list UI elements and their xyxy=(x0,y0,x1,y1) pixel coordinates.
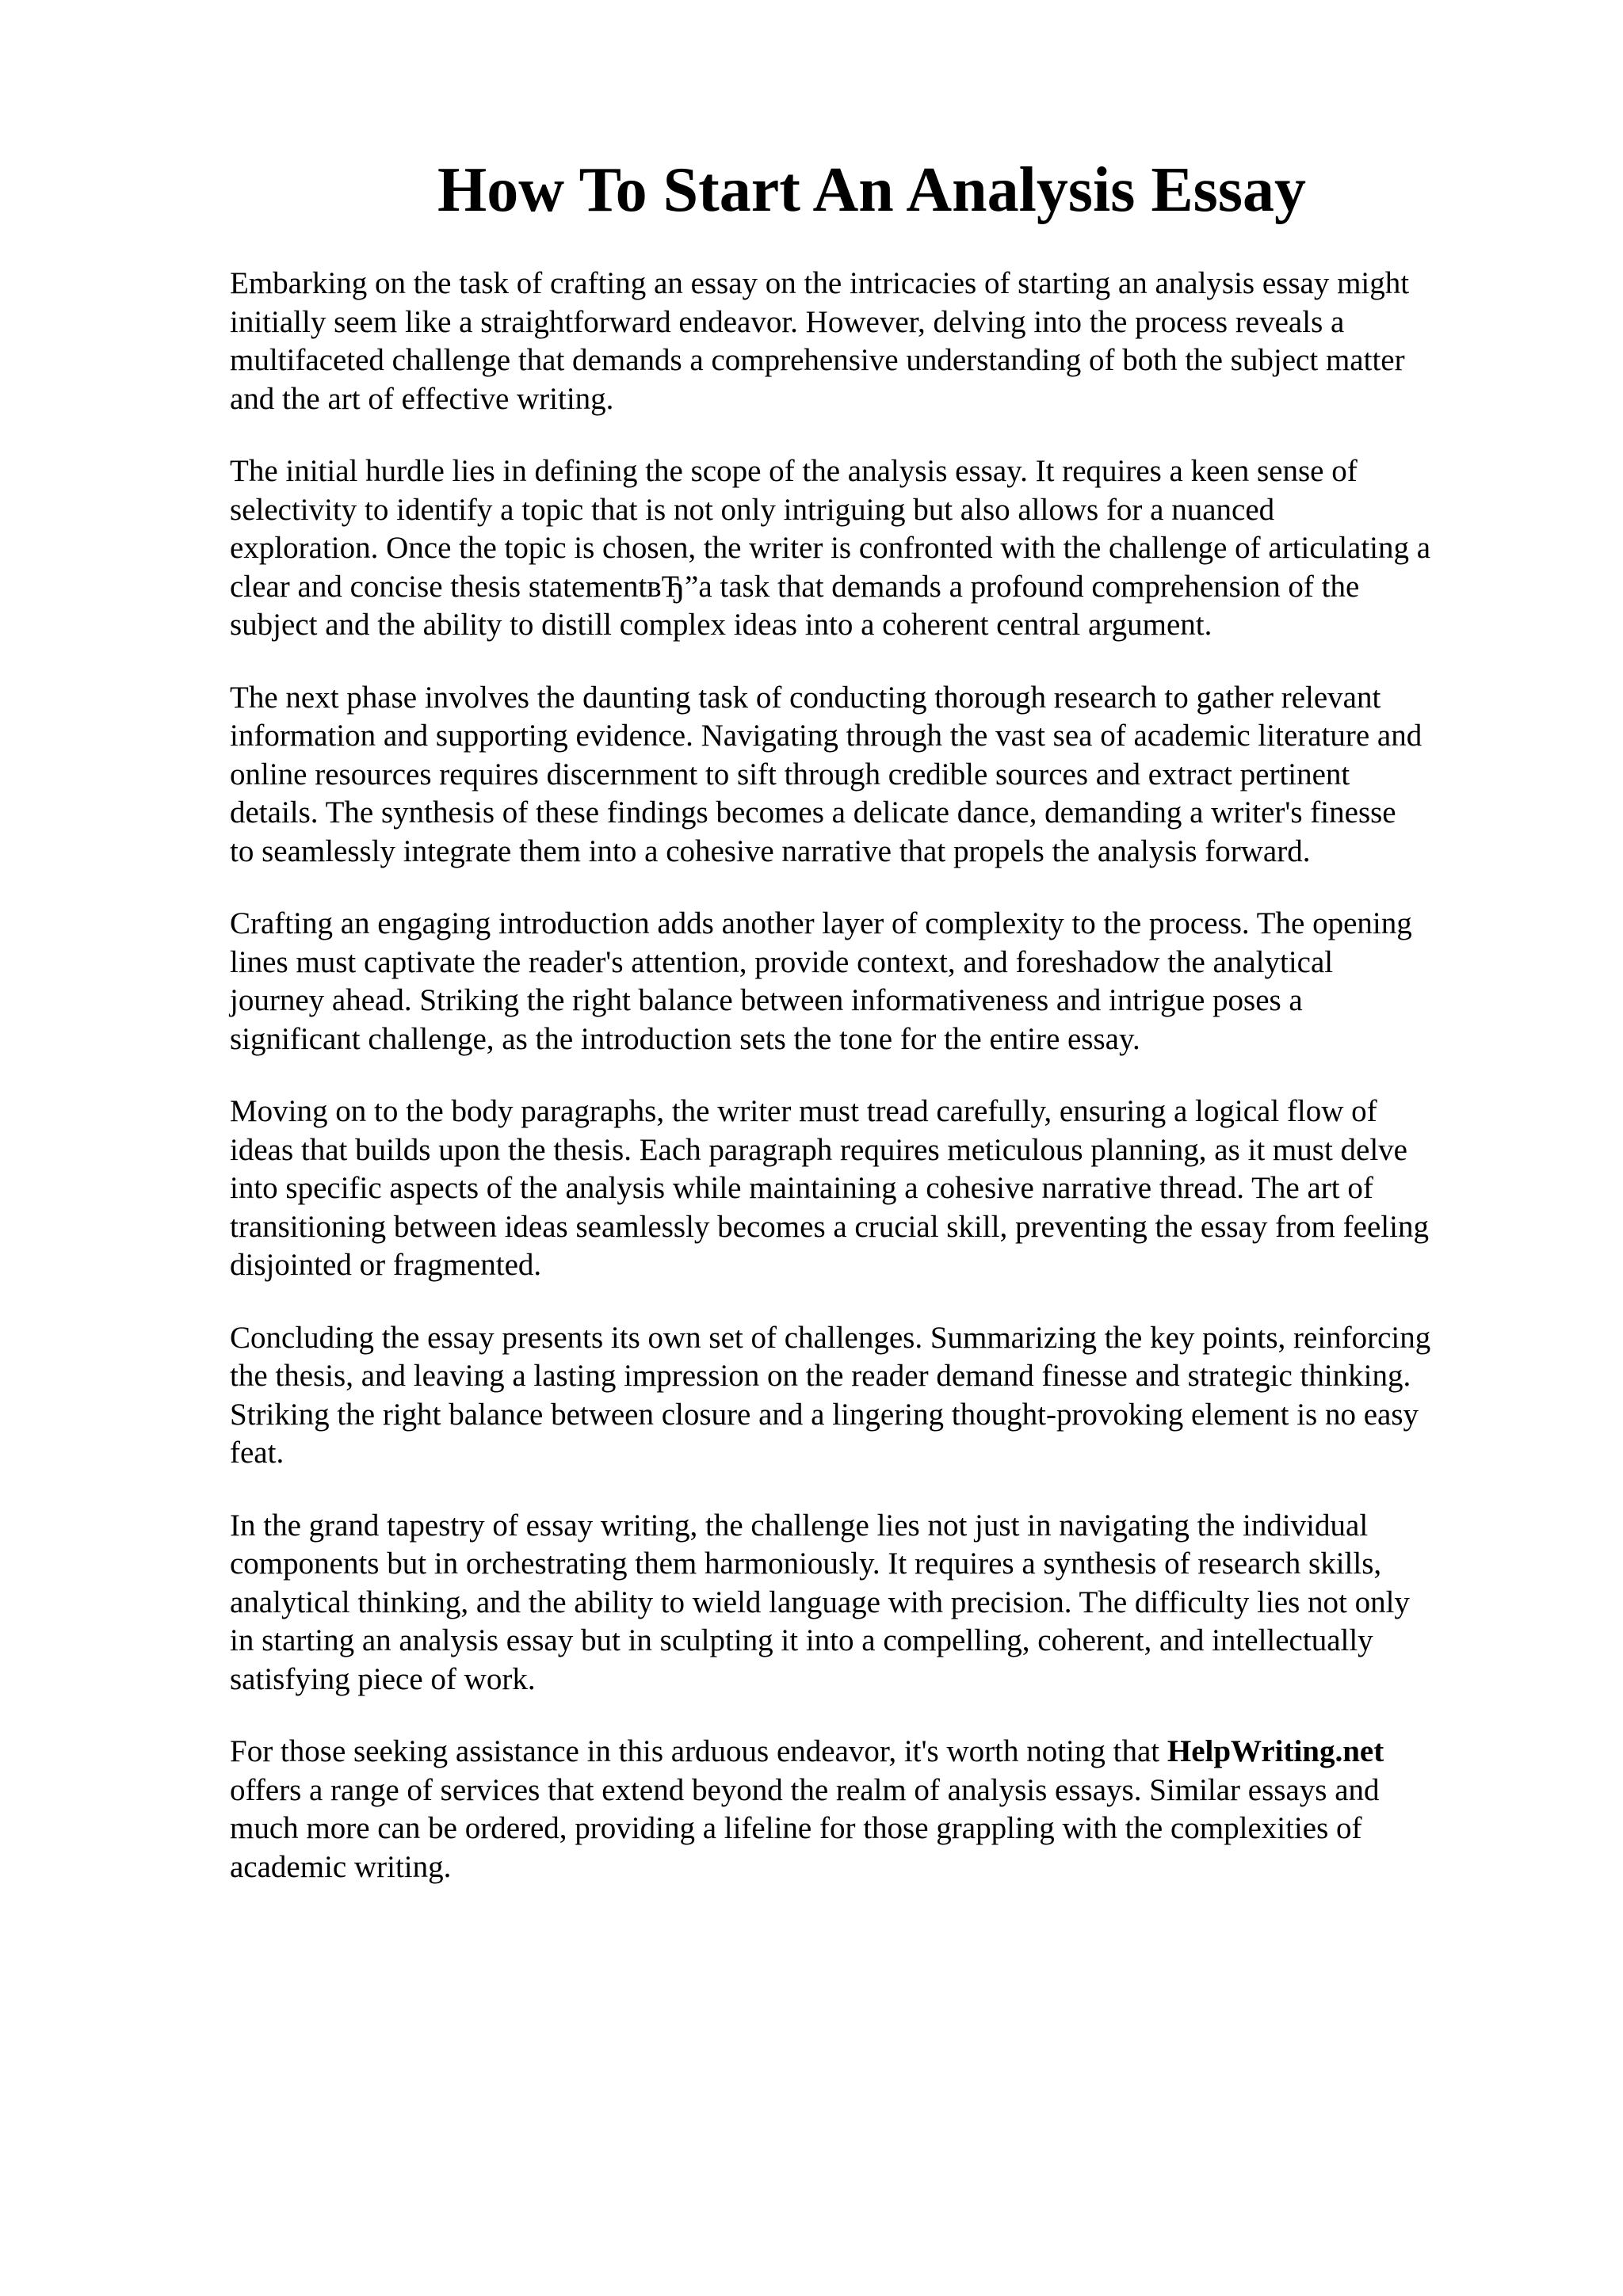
paragraph-line: details. The synthesis of these findings becomes a delicate dance, demanding a writer's finesse xyxy=(230,795,1396,830)
paragraph-2 xyxy=(230,452,1498,645)
paragraph-line: the thesis, and leaving a lasting impression on the reader demand finesse and strategic thinking. xyxy=(230,1359,1411,1393)
paragraph-line: journey ahead. Striking the right balance between informativeness and intrigue poses a xyxy=(230,983,1303,1017)
paragraph-line: into specific aspects of the analysis while maintaining a cohesive narrative thread. The art of xyxy=(230,1171,1373,1205)
paragraph-line: online resources requires discernment to sift through credible sources and extract pertinent xyxy=(230,757,1350,791)
paragraph-line: Striking the right balance between closure and a lingering thought-provoking element is no easy xyxy=(230,1397,1419,1432)
paragraph-line: subject and the ability to distill complex ideas into a coherent central argument. xyxy=(230,608,1212,642)
paragraph-line: transitioning between ideas seamlessly becomes a crucial skill, preventing the essay from feeling xyxy=(230,1209,1429,1244)
paragraph-line: academic writing. xyxy=(230,1849,452,1884)
helpwriting-brand-name: HelpWriting.net xyxy=(1167,1734,1384,1768)
paragraph-line: initially seem like a straightforward endeavor. However, delving into the process reveals a xyxy=(230,304,1345,339)
paragraph-4 xyxy=(230,905,1498,1058)
paragraph-3 xyxy=(230,679,1498,871)
paragraph-8 xyxy=(230,1733,1498,1886)
paragraph-line: significant challenge, as the introduction sets the tone for the entire essay. xyxy=(230,1021,1140,1056)
paragraph-7 xyxy=(230,1507,1498,1699)
paragraph-line-text: For those seeking assistance in this arduous endeavor, it's worth noting that xyxy=(230,1734,1167,1768)
paragraph-line: Moving on to the body paragraphs, the writer must tread carefully, ensuring a logical flow of xyxy=(230,1094,1377,1128)
paragraph-line: analytical thinking, and the ability to wield language with precision. The difficulty lies not only xyxy=(230,1585,1410,1619)
paragraph-line: The next phase involves the daunting task of conducting thorough research to gather relevant xyxy=(230,680,1381,715)
paragraph-line: Embarking on the task of crafting an essay on the intricacies of starting an analysis essay might xyxy=(230,266,1410,300)
paragraph-line: and the art of effective writing. xyxy=(230,381,614,416)
paragraph-line: disjointed or fragmented. xyxy=(230,1248,542,1282)
paragraph-line: exploration. Once the topic is chosen, the writer is confronted with the challenge of articulating a xyxy=(230,531,1431,565)
paragraph-line: The initial hurdle lies in defining the scope of the analysis essay. It requires a keen sense of xyxy=(230,454,1358,488)
paragraph-5 xyxy=(230,1093,1498,1285)
document-title: How To Start An Analysis Essay xyxy=(437,155,1306,225)
paragraph-line: offers a range of services that extend beyond the realm of analysis essays. Similar essays and xyxy=(230,1772,1380,1807)
paragraph-line: Concluding the essay presents its own set of challenges. Summarizing the key points, reinforcing xyxy=(230,1320,1431,1355)
paragraph-line: information and supporting evidence. Navigating through the vast sea of academic literature and xyxy=(230,719,1423,753)
paragraph-line-with-link xyxy=(230,1733,1498,1772)
paragraph-line: to seamlessly integrate them into a cohesive narrative that propels the analysis forward. xyxy=(230,833,1311,868)
document-body xyxy=(230,265,1498,1920)
paragraph-line: much more can be ordered, providing a lifeline for those grappling with the complexities of xyxy=(230,1811,1362,1845)
paragraph-6 xyxy=(230,1319,1498,1473)
paragraph-line: ideas that builds upon the thesis. Each paragraph requires meticulous planning, as it must delve xyxy=(230,1132,1407,1167)
paragraph-line: clear and concise thesis statementвЂ”a task that demands a profound comprehension of the xyxy=(230,569,1360,604)
paragraph-1 xyxy=(230,265,1498,418)
paragraph-line: feat. xyxy=(230,1436,285,1470)
paragraph-line: Crafting an engaging introduction adds another layer of complexity to the process. The opening xyxy=(230,906,1412,940)
paragraph-line: multifaceted challenge that demands a comprehensive understanding of both the subject matter xyxy=(230,343,1405,377)
paragraph-line: satisfying piece of work. xyxy=(230,1661,536,1696)
paragraph-line: lines must captivate the reader's attention, provide context, and foreshadow the analytical xyxy=(230,944,1334,979)
paragraph-line: components but in orchestrating them harmoniously. It requires a synthesis of research skills, xyxy=(230,1547,1382,1581)
paragraph-line: selectivity to identify a topic that is not only intriguing but also allows for a nuanced xyxy=(230,492,1275,527)
paragraph-line: In the grand tapestry of essay writing, the challenge lies not just in navigating the individual xyxy=(230,1508,1369,1543)
paragraph-line: in starting an analysis essay but in sculpting it into a compelling, coherent, and intellectually xyxy=(230,1623,1373,1657)
